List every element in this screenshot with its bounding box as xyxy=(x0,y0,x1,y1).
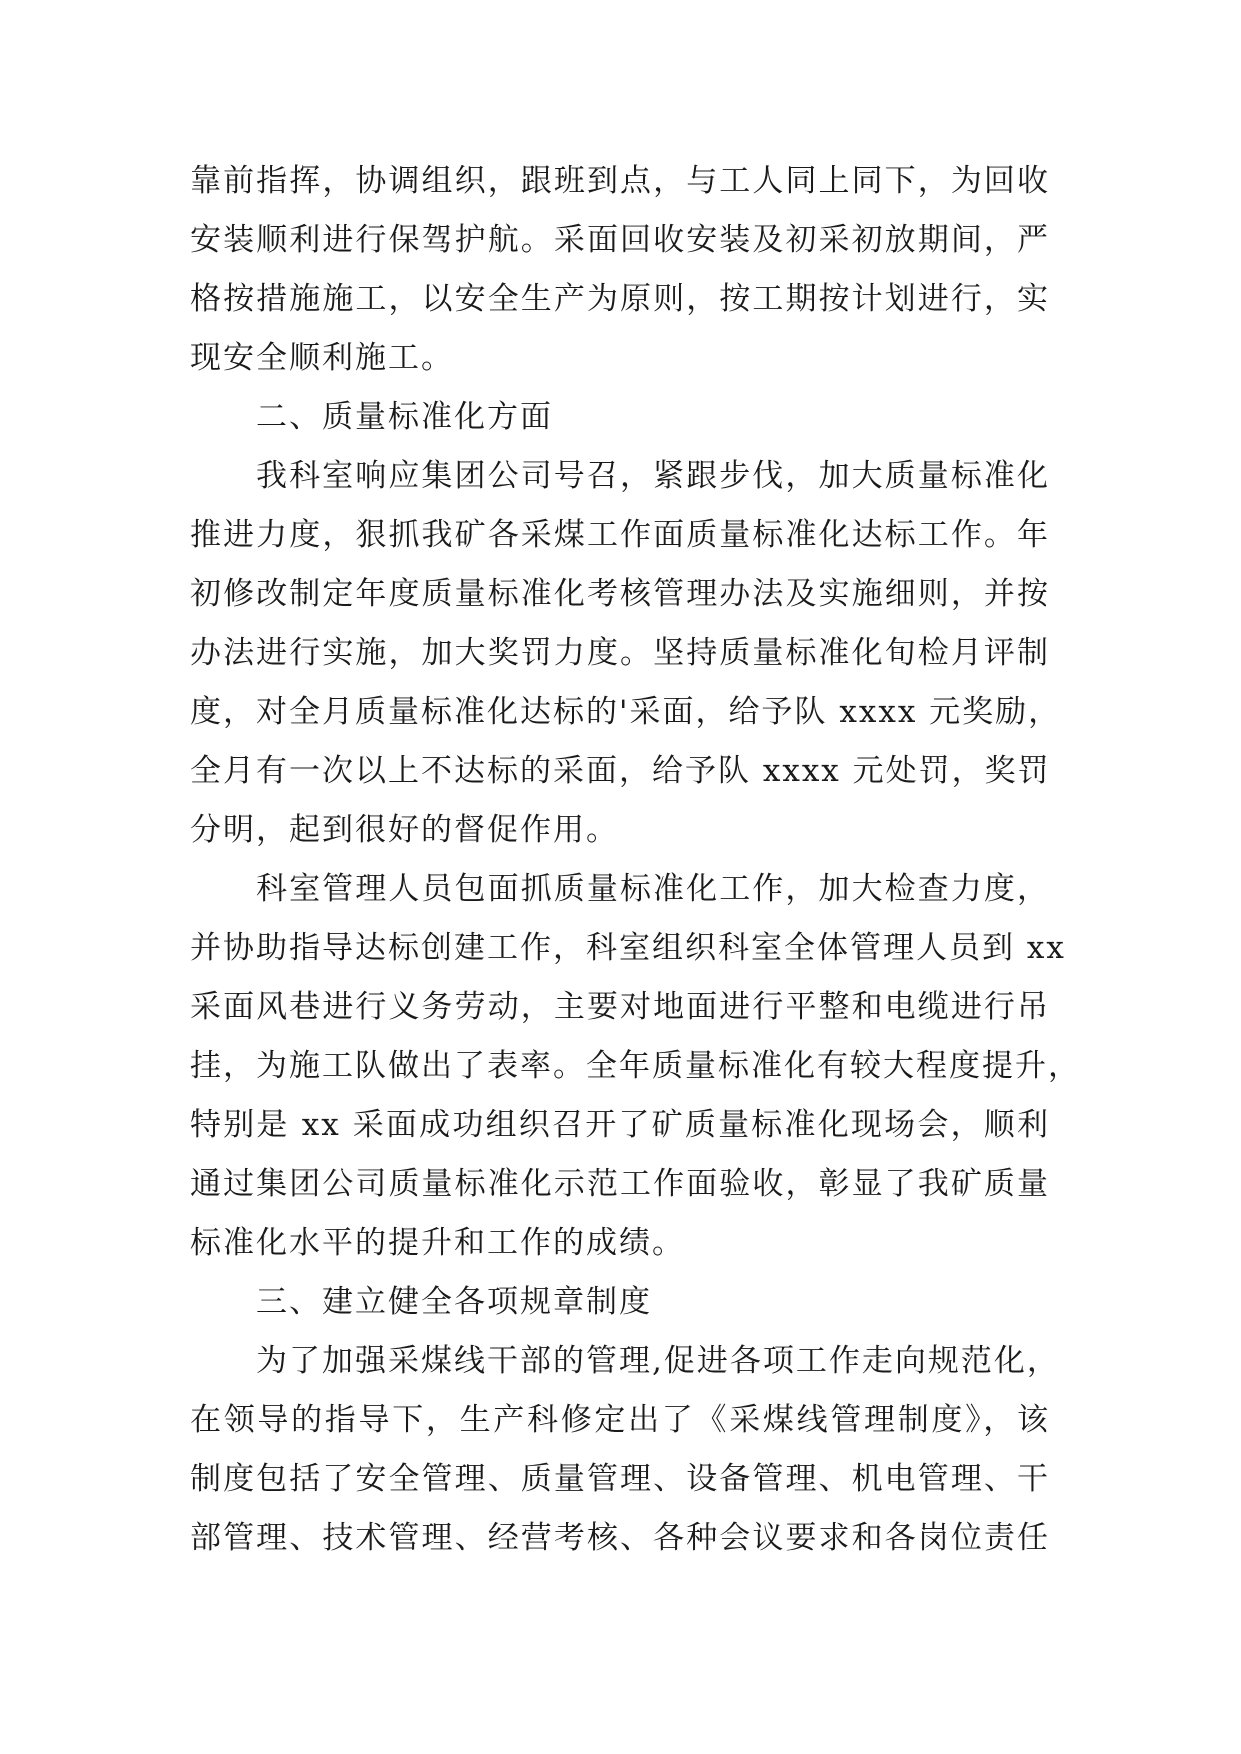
text-line: 在领导的指导下，生产科修定出了《采煤线管理制度》，该 xyxy=(190,1402,1050,1438)
text-line: 办法进行实施，加大奖罚力度。坚持质量标准化旬检月评制 xyxy=(190,635,1050,671)
section-heading-quality-standardization: 二、质量标准化方面 xyxy=(256,399,553,435)
text-line: 采面风巷进行义务劳动，主要对地面进行平整和电缆进行吊 xyxy=(190,989,1050,1025)
text-line: 为了加强采煤线干部的管理,促进各项工作走向规范化， xyxy=(256,1343,1060,1379)
paragraph-4 xyxy=(190,1332,1060,1568)
text-line: 推进力度，狠抓我矿各采煤工作面质量标准化达标工作。年 xyxy=(190,517,1050,553)
text-line: 部管理、技术管理、经营考核、各种会议要求和各岗位责任 xyxy=(190,1520,1050,1556)
text-line: 制度包括了安全管理、质量管理、设备管理、机电管理、干 xyxy=(190,1461,1050,1497)
text-line: 并协助指导达标创建工作，科室组织科室全体管理人员到 xx xyxy=(190,930,1066,966)
text-line: 度，对全月质量标准化达标的'采面，给予队 xxxx 元奖励， xyxy=(190,694,1062,730)
paragraph-2 xyxy=(190,447,1062,860)
paragraph-3 xyxy=(190,860,1081,1273)
text-line: 通过集团公司质量标准化示范工作面验收，彰显了我矿质量 xyxy=(190,1166,1050,1202)
section-heading-regulations: 三、建立健全各项规章制度 xyxy=(256,1284,652,1320)
text-line: 现安全顺利施工。 xyxy=(190,340,454,376)
text-line: 格按措施施工，以安全生产为原则，按工期按计划进行，实 xyxy=(190,281,1050,317)
text-line: 挂，为施工队做出了表率。全年质量标准化有较大程度提升， xyxy=(190,1048,1081,1084)
text-line: 标准化水平的提升和工作的成绩。 xyxy=(190,1225,685,1261)
text-line: 特别是 xx 采面成功组织召开了矿质量标准化现场会，顺利 xyxy=(190,1107,1050,1143)
text-line: 科室管理人员包面抓质量标准化工作，加大检查力度， xyxy=(256,871,1050,907)
text-line: 我科室响应集团公司号召，紧跟步伐，加大质量标准化 xyxy=(256,458,1050,494)
text-line: 全月有一次以上不达标的采面，给予队 xxxx 元处罚，奖罚 xyxy=(190,753,1051,789)
document-body xyxy=(190,152,1081,1568)
paragraph-1 xyxy=(190,152,1050,388)
text-line: 分明，起到很好的督促作用。 xyxy=(190,812,619,848)
text-line: 初修改制定年度质量标准化考核管理办法及实施细则，并按 xyxy=(190,576,1050,612)
text-line: 安装顺利进行保驾护航。采面回收安装及初采初放期间，严 xyxy=(190,222,1050,258)
text-line: 靠前指挥，协调组织，跟班到点，与工人同上同下，为回收 xyxy=(190,163,1050,199)
